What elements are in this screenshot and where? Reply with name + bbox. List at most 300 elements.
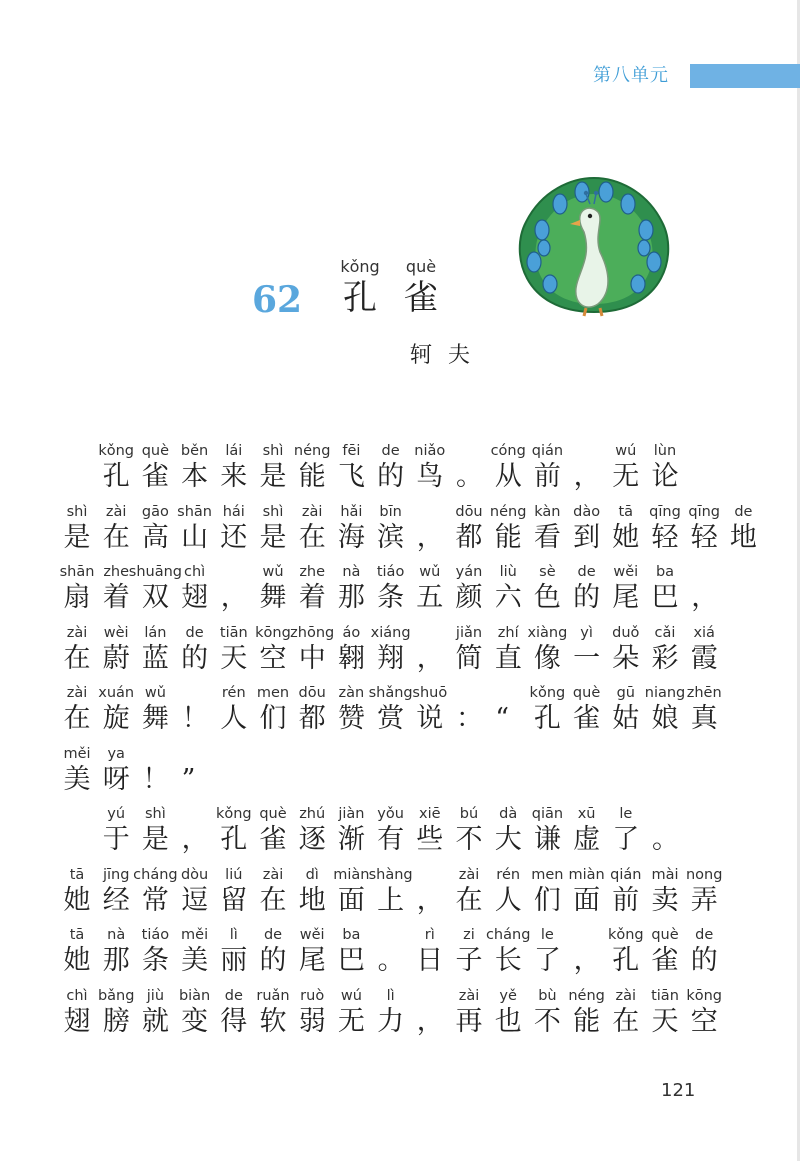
hanzi: 舞 [259, 582, 287, 613]
pinyin: běn [180, 443, 209, 459]
hanzi: 山 [181, 521, 209, 553]
pinyin: néng [489, 503, 527, 520]
hanzi: 天 [220, 642, 248, 674]
pinyin: dì [305, 866, 319, 883]
pinyin: zhú [299, 806, 326, 822]
hanzi: ， [181, 824, 209, 855]
pinyin: ruò [300, 987, 325, 1004]
hanzi: 美 [63, 763, 91, 795]
hanzi: 尾 [298, 945, 326, 976]
hanzi: 的 [259, 945, 287, 976]
pinyin: rì [424, 927, 435, 943]
pinyin: cóng [490, 443, 526, 459]
hanzi: 色 [533, 582, 561, 613]
pinyin: qián [531, 443, 564, 459]
pinyin: men [256, 685, 290, 701]
pinyin: hǎi [340, 503, 363, 520]
pinyin: wǔ [262, 564, 284, 580]
pinyin: měi [63, 745, 91, 762]
pinyin: fēi [342, 443, 361, 459]
title-char: 孔 [343, 278, 377, 318]
pinyin: jīng [102, 866, 130, 883]
hanzi: 空 [690, 1005, 718, 1037]
hanzi: 说 [416, 703, 444, 734]
pinyin: de [185, 624, 204, 641]
hanzi: 地 [298, 884, 326, 916]
hanzi: 来 [220, 461, 248, 492]
author: 轲夫 [410, 343, 487, 368]
hanzi: 孔 [102, 461, 130, 492]
pinyin: jiǎn [455, 624, 483, 641]
pinyin: liù [499, 564, 517, 580]
pinyin: měi [181, 927, 209, 943]
pinyin: le [619, 806, 633, 822]
hanzi: 前 [612, 884, 640, 916]
hanzi: 不 [455, 824, 483, 855]
hanzi: 美 [181, 945, 209, 976]
pinyin: shuāng [128, 564, 182, 580]
pinyin: tā [69, 927, 85, 943]
hanzi: 就 [141, 1005, 169, 1037]
pinyin: zài [458, 866, 480, 883]
pinyin: men [531, 866, 564, 883]
hanzi: “ [495, 703, 509, 734]
pinyin: biàn [178, 987, 211, 1004]
hanzi: 卖 [651, 884, 679, 916]
pinyin: tiáo [141, 927, 170, 943]
hanzi: 得 [220, 1005, 248, 1037]
hanzi: 日 [416, 945, 444, 976]
hanzi: ， [691, 582, 719, 613]
pinyin: zài [262, 866, 284, 883]
hanzi: 中 [298, 642, 326, 674]
pinyin: de [734, 503, 753, 520]
pinyin: hái [222, 503, 245, 520]
hanzi: 看 [533, 521, 561, 553]
pinyin: tiān [219, 624, 248, 641]
hanzi: 能 [573, 1005, 601, 1037]
pinyin: chì [66, 987, 88, 1004]
hanzi: 翅 [181, 582, 209, 613]
pinyin: zhe [299, 564, 326, 580]
pinyin: qīng [649, 503, 681, 520]
title-pinyin: kǒng [340, 257, 380, 276]
pinyin: jiàn [338, 806, 365, 822]
pinyin: de [695, 927, 714, 943]
hanzi: 长 [494, 945, 522, 976]
pinyin: ruǎn [256, 987, 290, 1004]
hanzi: 是 [259, 521, 287, 553]
pinyin: zhōng [290, 624, 335, 641]
hanzi: 丽 [220, 945, 248, 976]
pinyin: chì [183, 564, 206, 580]
hanzi: 雀 [259, 824, 287, 855]
hanzi: 于 [102, 824, 130, 855]
hanzi: 大 [494, 824, 522, 855]
hanzi: ： [456, 703, 483, 734]
hanzi: 谦 [533, 824, 561, 855]
pinyin: wú [615, 443, 637, 459]
pinyin: tiān [651, 987, 679, 1004]
hanzi: 孔 [612, 945, 640, 976]
hanzi: 姑 [612, 703, 640, 734]
pinyin: rén [221, 685, 246, 701]
hanzi: 的 [377, 461, 405, 492]
pinyin: áo [342, 624, 361, 641]
hanzi: 也 [494, 1005, 522, 1037]
pinyin: wǔ [419, 564, 441, 580]
pinyin: duǒ [612, 624, 640, 641]
pinyin: gū [616, 685, 635, 701]
hanzi: 鸟 [416, 461, 444, 492]
hanzi: 在 [63, 703, 91, 734]
hanzi: ， [573, 461, 601, 492]
pinyin: bú [459, 806, 479, 822]
hanzi: 飞 [337, 461, 365, 492]
hanzi: 是 [141, 824, 169, 855]
hanzi: 力 [377, 1005, 405, 1037]
pinyin: wěi [299, 927, 325, 943]
hanzi: 娘 [651, 703, 679, 734]
pinyin: bù [538, 987, 557, 1004]
hanzi: 逗 [181, 884, 209, 916]
hanzi: 翔 [377, 642, 405, 674]
pinyin: xiáng [370, 624, 411, 641]
pinyin: wèi [103, 624, 129, 641]
pinyin: lì [229, 927, 238, 943]
hanzi: 在 [102, 521, 130, 553]
hanzi: 无 [337, 1005, 365, 1037]
hanzi: 霞 [690, 642, 718, 674]
hanzi: 了 [612, 824, 640, 855]
hanzi: 弄 [690, 884, 718, 916]
pinyin: xiá [693, 624, 715, 641]
unit-label: 第八单元 [593, 65, 669, 86]
hanzi: 颜 [455, 582, 483, 613]
pinyin: néng [568, 987, 605, 1004]
hanzi: 条 [377, 582, 405, 613]
hanzi: 雀 [651, 945, 679, 976]
hanzi: 孔 [220, 824, 248, 855]
hanzi: 蔚 [102, 642, 130, 674]
pinyin: què [651, 927, 679, 943]
pinyin: yú [107, 806, 126, 822]
pinyin: tā [69, 866, 85, 883]
pinyin: zhí [497, 624, 519, 641]
pinyin: shān [177, 503, 212, 520]
pinyin: wú [340, 987, 362, 1004]
hanzi: 面 [337, 884, 365, 916]
pinyin: zài [615, 987, 637, 1004]
hanzi: 那 [102, 945, 130, 976]
hanzi: 真 [690, 703, 718, 734]
pinyin: lái [225, 443, 243, 459]
lesson-number: 62 [252, 279, 303, 321]
hanzi: 在 [455, 884, 483, 916]
pinyin: nà [107, 927, 126, 943]
pinyin: mài [651, 866, 679, 883]
hanzi: 旋 [102, 703, 130, 734]
pinyin: de [381, 443, 400, 459]
hanzi: 到 [573, 521, 601, 553]
hanzi: 高 [141, 521, 169, 553]
hanzi: 不 [533, 1005, 561, 1037]
pinyin: yě [499, 987, 517, 1004]
hanzi: 无 [612, 461, 640, 492]
hanzi: 简 [455, 642, 483, 674]
hanzi: ， [416, 1005, 444, 1037]
pinyin: zi [463, 927, 475, 943]
hanzi: 的 [573, 582, 601, 613]
pinyin: xuán [98, 685, 135, 701]
pinyin: xiē [419, 806, 441, 822]
pinyin: cháng [485, 927, 531, 943]
hanzi: 。 [652, 824, 679, 855]
hanzi: 五 [416, 582, 444, 613]
hanzi: 在 [298, 521, 326, 553]
hanzi: 雀 [573, 703, 601, 734]
pinyin: zhe [103, 564, 130, 580]
hanzi: 蓝 [141, 642, 169, 674]
pinyin: xiàng [527, 624, 568, 641]
hanzi: 孔 [533, 703, 561, 734]
hanzi: 六 [494, 582, 522, 613]
pinyin: yǒu [377, 806, 404, 822]
hanzi: 双 [141, 582, 169, 613]
pinyin: kǒng [607, 927, 644, 943]
hanzi: ， [416, 884, 444, 916]
pinyin: wǔ [144, 685, 166, 701]
hanzi: 彩 [651, 642, 679, 674]
hanzi: 着 [102, 582, 130, 613]
hanzi: ！ [181, 703, 209, 734]
pinyin: kǒng [529, 685, 566, 701]
pinyin: zài [66, 624, 88, 641]
pinyin: què [259, 806, 287, 822]
hanzi: 都 [455, 521, 483, 553]
hanzi: 能 [494, 521, 522, 553]
hanzi: 是 [259, 461, 287, 492]
hanzi: 还 [220, 521, 248, 553]
hanzi: 都 [298, 703, 326, 734]
pinyin: zài [66, 685, 88, 701]
pinyin: de [577, 564, 596, 580]
pinyin: qián [610, 866, 642, 883]
pinyin: shì [262, 503, 284, 520]
pinyin: liú [225, 866, 243, 883]
hanzi: 能 [298, 461, 326, 492]
hanzi: 呀 [102, 763, 130, 795]
hanzi: 巴 [337, 945, 365, 976]
pinyin: miàn [333, 866, 370, 883]
hanzi: 留 [220, 884, 248, 916]
hanzi: 子 [455, 945, 483, 976]
hanzi: 扇 [63, 582, 91, 613]
pinyin: le [540, 927, 554, 943]
pinyin: què [572, 685, 601, 701]
title-pinyin: què [405, 257, 437, 276]
pinyin: lùn [653, 443, 677, 459]
pinyin: shǎng [368, 685, 413, 701]
pinyin: lán [144, 624, 167, 641]
pinyin: zhēn [686, 685, 722, 701]
hanzi: 们 [259, 703, 287, 734]
hanzi: 虚 [573, 824, 601, 855]
hanzi: 逐 [298, 824, 326, 855]
hanzi: 轻 [651, 521, 679, 553]
hanzi: 那 [337, 582, 365, 613]
hanzi: 软 [259, 1005, 287, 1037]
pinyin: shān [59, 564, 95, 580]
hanzi: 赞 [337, 703, 365, 734]
hanzi: 弱 [298, 1005, 326, 1037]
hanzi: 前 [533, 461, 561, 492]
hanzi: 轻 [690, 521, 718, 553]
pinyin: tā [618, 503, 634, 520]
pinyin: dōu [455, 503, 483, 520]
pinyin: nà [342, 564, 361, 580]
pinyin: yán [455, 564, 483, 580]
hanzi: 翅 [63, 1005, 91, 1037]
hanzi: 海 [337, 521, 365, 553]
pinyin: qiān [531, 806, 564, 822]
pinyin: ya [107, 745, 125, 762]
pinyin: wěi [613, 564, 639, 580]
hanzi: 有 [377, 824, 405, 855]
hanzi: ， [416, 642, 444, 674]
pinyin: néng [293, 443, 331, 459]
hanzi: ， [573, 945, 601, 976]
hanzi: 空 [259, 642, 287, 674]
pinyin: shì [262, 443, 284, 459]
hanzi: 地 [729, 521, 757, 553]
pinyin: bǎng [97, 987, 135, 1004]
hanzi: 变 [181, 1005, 209, 1037]
pinyin: nong [685, 866, 723, 883]
hanzi: 像 [533, 642, 561, 674]
pinyin: kǒng [215, 806, 252, 822]
hanzi: 一 [573, 642, 601, 674]
hanzi: 雀 [141, 461, 169, 492]
hanzi: 巴 [651, 582, 679, 613]
hanzi: 她 [63, 945, 91, 976]
pinyin: de [263, 927, 283, 943]
hanzi: 经 [102, 884, 130, 916]
hanzi: 是 [63, 521, 91, 553]
pinyin: shàng [368, 866, 413, 883]
hanzi: 的 [690, 945, 718, 976]
pinyin: dào [573, 503, 601, 520]
pinyin: zàn [338, 685, 365, 701]
pinyin: shì [145, 806, 166, 822]
pinyin: yì [580, 624, 593, 641]
pinyin: niǎo [414, 443, 446, 459]
pinyin: cháng [133, 866, 178, 883]
pinyin: kǒng [98, 443, 135, 459]
hanzi: 常 [141, 884, 169, 916]
pinyin: ba [342, 927, 361, 943]
hanzi: 本 [181, 461, 209, 492]
pinyin: ba [655, 564, 675, 580]
pinyin: jiù [146, 987, 165, 1004]
hanzi: 在 [612, 1005, 640, 1037]
pinyin: niang [644, 685, 686, 701]
hanzi: 直 [494, 642, 522, 674]
hanzi: ！ [142, 763, 170, 795]
hanzi: 再 [455, 1005, 483, 1037]
pinyin: miàn [568, 866, 605, 883]
hanzi: 从 [494, 461, 522, 492]
pinyin: kàn [534, 503, 561, 520]
hanzi: 滨 [377, 521, 405, 553]
hanzi: ， [220, 582, 248, 613]
pinyin: kōng [255, 624, 291, 641]
hanzi: 膀 [102, 1005, 130, 1037]
hanzi: 在 [259, 884, 287, 916]
pinyin: bīn [379, 503, 402, 520]
unit-tab [690, 64, 800, 88]
pinyin: zài [458, 987, 480, 1004]
hanzi: 的 [181, 642, 209, 674]
pinyin: zài [105, 503, 127, 520]
pinyin: de [224, 987, 243, 1004]
hanzi: 了 [533, 945, 561, 976]
pinyin: qīng [688, 503, 720, 520]
hanzi: 上 [377, 884, 405, 916]
pinyin: xū [577, 806, 596, 822]
hanzi: 尾 [612, 582, 640, 613]
hanzi: 。 [377, 945, 405, 976]
title-char: 雀 [404, 278, 438, 318]
peacock-illustration-icon [512, 172, 676, 320]
pinyin: sè [539, 564, 556, 580]
hanzi: 渐 [337, 824, 365, 855]
hanzi: 。 [456, 461, 483, 492]
pinyin: zài [301, 503, 323, 520]
pinyin: gāo [141, 503, 169, 520]
pinyin: shuō [412, 685, 448, 701]
hanzi: 天 [651, 1005, 679, 1037]
page-number: 121 [661, 1080, 696, 1101]
pinyin: dōu [298, 685, 326, 701]
hanzi: 翱 [337, 642, 365, 674]
hanzi: 她 [612, 521, 640, 553]
pinyin: cǎi [654, 624, 676, 641]
hanzi: 朵 [612, 642, 640, 674]
pinyin: què [141, 443, 170, 459]
pinyin: lì [386, 987, 395, 1004]
hanzi: ， [416, 521, 444, 553]
pinyin: dà [499, 806, 518, 822]
hanzi: 人 [220, 703, 248, 734]
hanzi: 人 [494, 884, 522, 916]
hanzi: 论 [651, 461, 679, 492]
pinyin: shì [66, 503, 88, 520]
hanzi: 们 [533, 884, 561, 916]
hanzi: 在 [63, 642, 91, 674]
pinyin: rén [496, 866, 521, 883]
hanzi: ” [181, 763, 196, 795]
pinyin: dòu [180, 866, 209, 883]
hanzi: 舞 [141, 703, 169, 734]
hanzi: 赏 [377, 703, 405, 734]
hanzi: 些 [416, 824, 444, 855]
pinyin: tiáo [376, 564, 405, 580]
hanzi: 条 [141, 945, 169, 976]
pinyin: kōng [686, 987, 723, 1004]
hanzi: 面 [573, 884, 601, 916]
hanzi: 她 [63, 884, 91, 916]
